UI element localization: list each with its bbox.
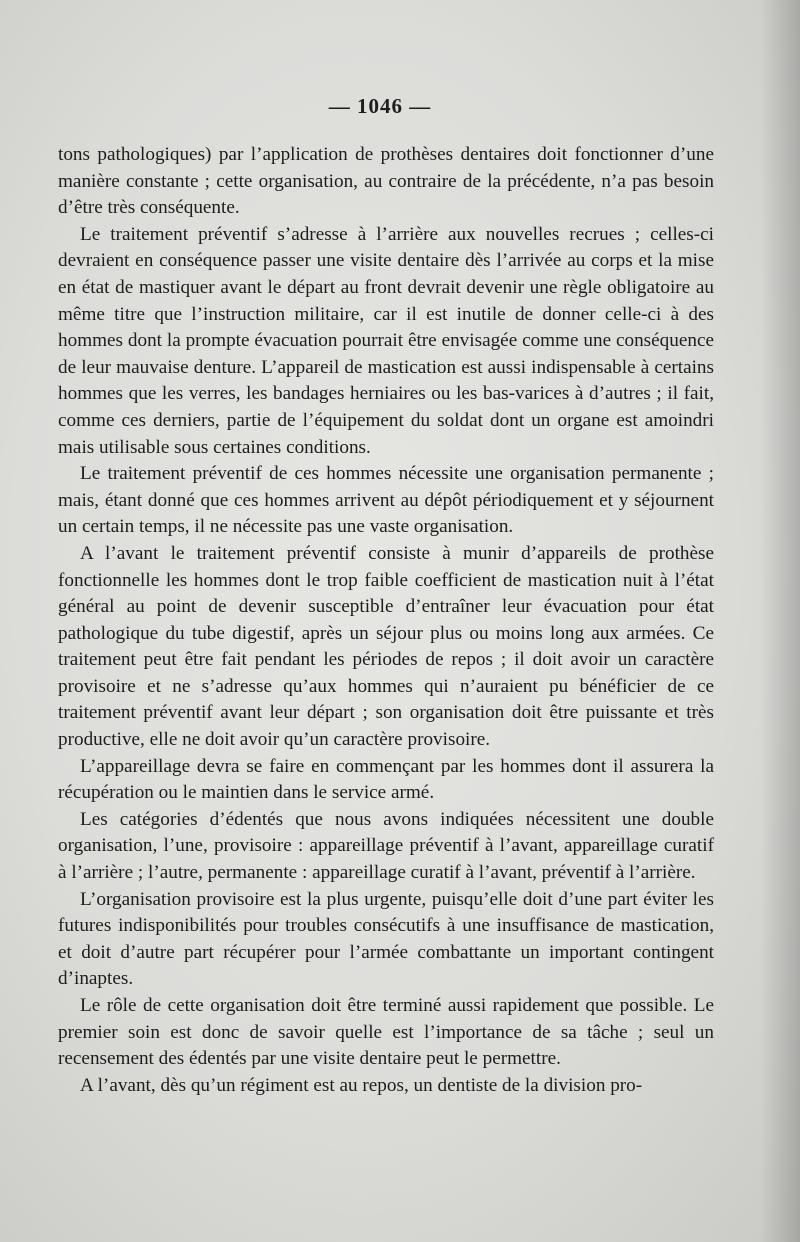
page-number: — 1046 — — [328, 94, 432, 118]
paragraph-permanent-organisation: Le traitement préventif de ces hommes nécessite une organisation permanente ; mais, étant donné que ces hommes arrivent au dépôt périodiquement et y séjournent un certain temps, il ne nécessite pas une vaste organisation. — [58, 463, 714, 538]
paragraph-double-organisation: Les catégories d’édentés que nous avons indiquées nécessitent une double organisation, l’une, provisoire : appareillage préventif à l’avant, appareillage curatif à l’arrière ; l’autre, permanente : appareillage curatif à l’avant, préventif à l’arrière. — [58, 808, 714, 884]
page-edge-shadow — [760, 0, 800, 1242]
paragraph-preventive-treatment-rear: Le traitement préventif s’adresse à l’arrière aux nouvelles recrues ; celles-ci devraient en conséquence passer une visite dentaire dès l’arrivée au corps et la mise en état de mastiquer avant le départ au front devrait devenir une règle obligatoire au même titre que l’instruction militaire, car il est inutile de donner celle-ci à des hommes dont la prompte évacuation pourrait être envisagée comme une conséquence de leur mauvaise denture. L’appareil de mastication est aussi indispensable à certains hommes que les verres, les bandages herniaires ou les bas-varices à d’autres ; il fait, comme ces derniers, partie de l’équipement du soldat dont un organe est amoindri mais utilisable sous certaines conditions. — [58, 223, 714, 458]
paragraph-role-census: Le rôle de cette organisation doit être terminé aussi rapidement que possible. Le premier soin est donc de savoir quelle est l’importance de sa tâche ; seul un recensement des édentés par une visite dentaire peut le permettre. — [58, 995, 714, 1070]
paragraph-fitting-order: L’appareillage devra se faire en commençant par les hommes dont il assurera la récupération ou le maintien dans le service armé. — [58, 755, 714, 804]
paragraph-front-regiment: A l’avant, dès qu’un régiment est au repos, un dentiste de la division pro- — [80, 1074, 643, 1096]
paragraph-continuation: tons pathologiques) par l’application de prothèses dentaires doit fonctionner d’une manière constante ; cette organisation, au contraire de la précédente, n’a pas besoin d’être très conséquente. — [58, 144, 714, 219]
body-text — [58, 142, 714, 1099]
paragraph-provisional-urgency: L’organisation provisoire est la plus urgente, puisqu’elle doit d’une part éviter les futures indisponibilités pour troubles consécutifs à une insuffisance de mastication, et doit d’autre part récupérer pour l’armée combattante un important contingent d’inaptes. — [58, 888, 714, 990]
paragraph-preventive-treatment-front: A l’avant le traitement préventif consiste à munir d’appareils de prothèse fonctionnelle les hommes dont le trop faible coefficient de mastication nuit à l’état général au point de devenir susceptible d’entraîner leur évacuation pour état pathologique du tube digestif, après un séjour plus ou moins long aux armées. Ce traitement peut être fait pendant les périodes de repos ; il doit avoir un caractère provisoire et ne s’adresse qu’aux hommes qui n’auraient pu bénéficier de ce traitement préventif avant leur départ ; son organisation doit être puissante et très productive, elle ne doit avoir qu’un caractère provisoire. — [58, 542, 714, 751]
